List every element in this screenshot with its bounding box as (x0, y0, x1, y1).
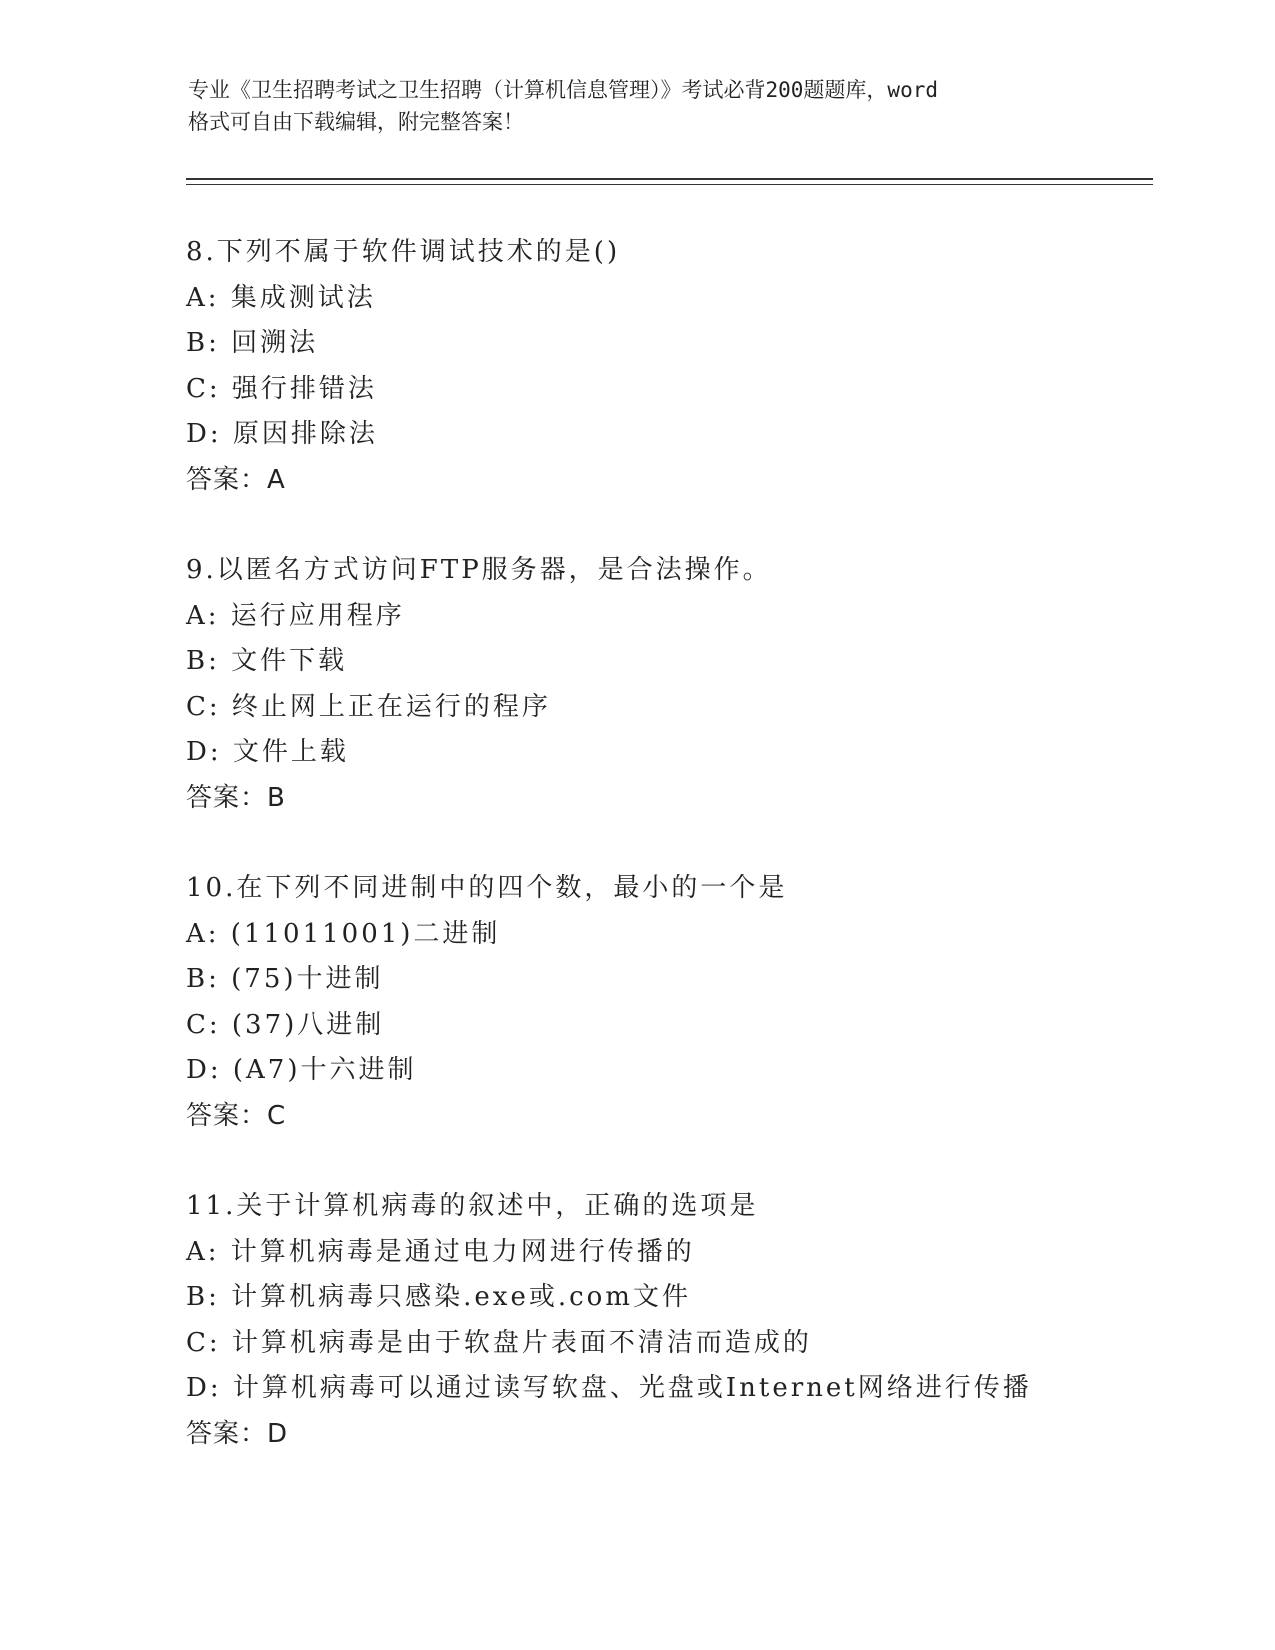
option-a: A: 运行应用程序 (186, 600, 405, 631)
question-10 (186, 866, 787, 1139)
question-8 (186, 230, 620, 503)
option-b: B: 回溯法 (186, 328, 319, 358)
header-divider-thin (186, 184, 1153, 185)
option-d: D: 原因排除法 (186, 419, 378, 449)
option-c: C: 计算机病毒是由于软盘片表面不清洁而造成的 (186, 1327, 812, 1358)
question-stem: 9.以匿名方式访问FTP服务器，是合法操作。 (186, 555, 772, 585)
option-a: A: 集成测试法 (186, 282, 376, 313)
question-stem: 10.在下列不同进制中的四个数，最小的一个是 (186, 873, 788, 903)
option-b: B: 文件下载 (186, 646, 348, 676)
header-line-2: 格式可自由下载编辑，附完整答案！ (188, 110, 524, 134)
question-9 (186, 548, 772, 821)
option-d: D: 文件上载 (186, 737, 349, 767)
option-c: C: 强行排错法 (186, 373, 377, 404)
option-d: D: (A7)十六进制 (186, 1055, 417, 1085)
option-b: B: 计算机病毒只感染.exe或.com文件 (186, 1282, 691, 1312)
answer: 答案：D (186, 1418, 289, 1449)
option-a: A: 计算机病毒是通过电力网进行传播的 (186, 1236, 695, 1267)
answer: 答案：C (186, 1100, 287, 1131)
option-a: A: (11011001)二进制 (186, 918, 501, 949)
answer: 答案：A (186, 464, 286, 495)
option-d: D: 计算机病毒可以通过读写软盘、光盘或Internet网络进行传播 (186, 1373, 1032, 1403)
header-divider-thick (186, 178, 1153, 180)
option-b: B: (75)十进制 (186, 964, 384, 994)
question-stem: 11.关于计算机病毒的叙述中，正确的选项是 (186, 1191, 759, 1221)
question-stem: 8.下列不属于软件调试技术的是() (186, 237, 621, 267)
document-header (188, 74, 1088, 138)
question-11 (186, 1184, 1032, 1457)
answer: 答案：B (186, 782, 286, 813)
option-c: C: 终止网上正在运行的程序 (186, 691, 551, 722)
header-line-1: 专业《卫生招聘考试之卫生招聘（计算机信息管理）》考试必背200题题库，word (188, 78, 938, 102)
option-c: C: (37)八进制 (186, 1009, 385, 1040)
